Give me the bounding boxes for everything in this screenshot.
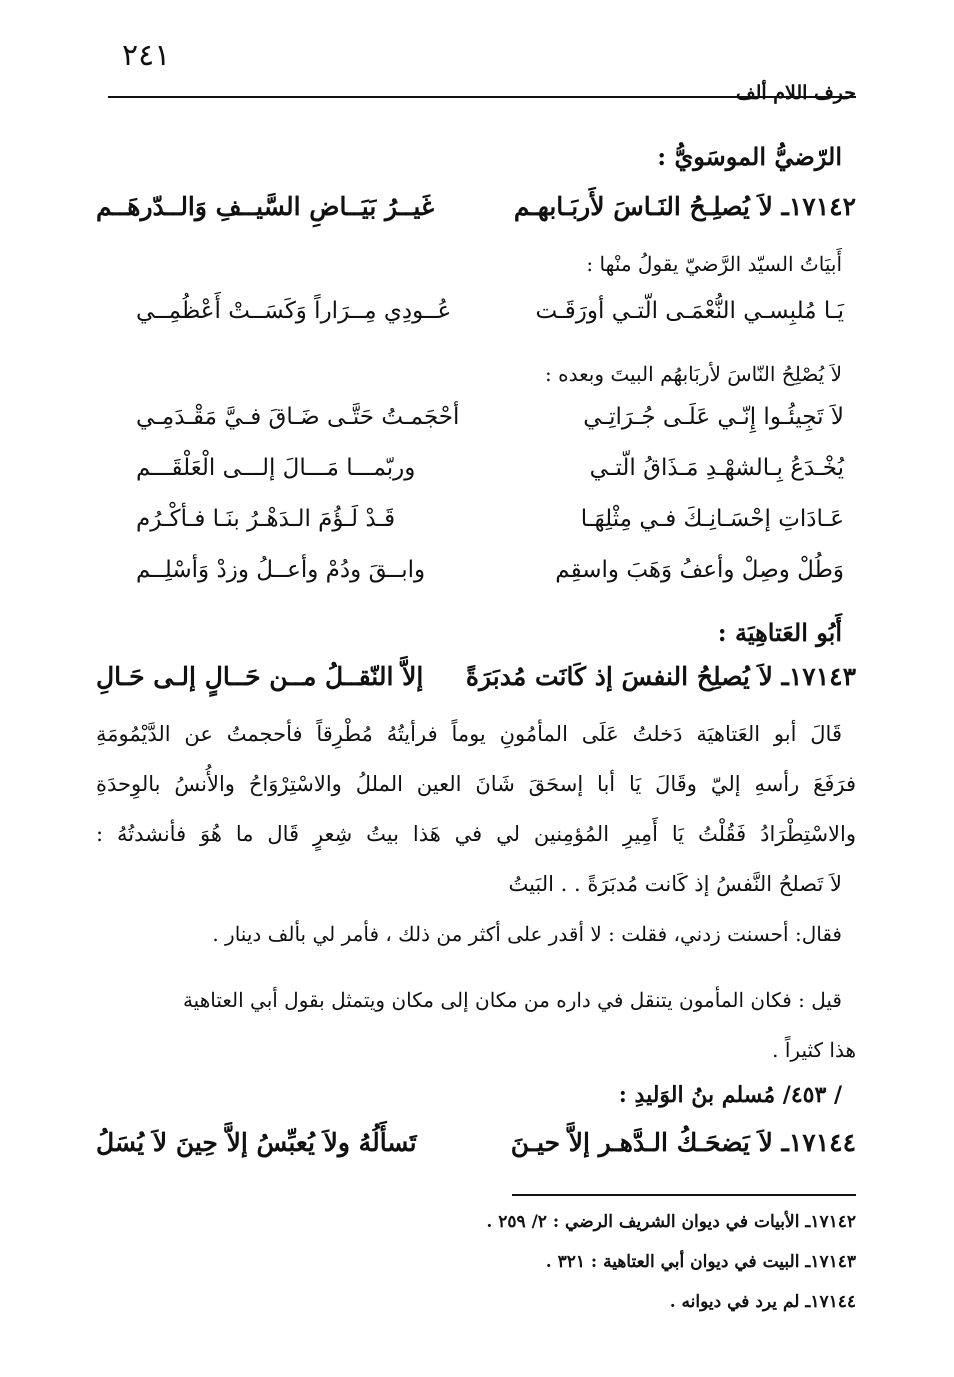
story-line: هذا كثيراً . xyxy=(772,1038,856,1062)
story-line: والاسْتِطْرَادُ فَقُلْتُ يَا أَمِيرِ المُؤمِنين لي في هَذا بيتُ شِعرٍ قَال ما هُوَ فأنشدتُهُ : xyxy=(96,822,856,846)
footnote: ١٧١٤٤ـ لم يرد في ديوانه . xyxy=(669,1292,856,1312)
second-hemistich: قَـدْ لَـؤُمَ الـدَهْـرُ بنَـا فـأكْـرُم xyxy=(136,506,396,532)
first-hemistich: وَطُلْ وصِلْ وأعفُ وَهَبَ واسقِم xyxy=(555,557,844,583)
footnote-rule xyxy=(512,1194,856,1196)
first-hemistich: لاَ تَجِيئُـوا إِنّـي عَلَـى جُـرَاتِـي xyxy=(583,404,844,430)
proverb-first-hemistich: ١٧١٤٢ـ لاَ يُصلِـحُ النَـاسَ لأَربَـابهـم xyxy=(513,192,856,221)
first-hemistich: عَـادَاتِ إحْسَـانِـكَ فـي مِثْلِهَـا xyxy=(580,506,844,532)
poet-name: أَبُو العَتاهِيَة : xyxy=(717,618,842,647)
proverb-second-hemistich: تَسأَلُهُ ولاَ يُعبِّسُ إلاَّ حِينَ لاَ يُسَلُ xyxy=(96,1128,417,1157)
header-rule xyxy=(108,96,856,98)
proverb-second-hemistich: إلاَّ النّقــلُ مــن حَــالٍ إلـى حَـالِ xyxy=(96,662,424,691)
proverb-second-hemistich: غَيــرُ بَيَــاضِ السَّيــفِ وَالــدّرهَــم xyxy=(96,192,435,221)
proverb-first-hemistich: ١٧١٤٤ـ لاَ يَضحَـكُ الـدَّهـر إلاَّ حيـنَ xyxy=(510,1128,856,1157)
story-line: لاَ تَصلحُ النَّفسُ إذ كَانت مُدبَرَةً . . البَيتُ xyxy=(508,872,842,896)
story-line: فرَفَعَ رأسهِ إليّ وقَالَ يَا أبا إسحَقَ شَانَ العين المللُ والاسْتِرْوَاحُ والأُنسُ بالوِحدَةِ xyxy=(96,772,856,796)
poet-name: الرّضيُّ الموسَويُّ : xyxy=(657,142,842,171)
second-hemistich: عُــودِي مِــرَاراً وَكَسَــتْ أَعْظُمِــي xyxy=(136,298,452,324)
footnote: ١٧١٤٢ـ الأبيات في ديوان الشريف الرضي : ٢/ ٢٥٩ . xyxy=(486,1212,856,1232)
verse-intro: أَبيَاتُ السيّد الرَّضيّ يقولُ منْها : xyxy=(586,252,842,276)
verse-line xyxy=(96,506,856,532)
footnote: ١٧١٤٣ـ البيت في ديوان أبي العتاهية : ٣٢١ . xyxy=(545,1252,856,1272)
story-line: قَالَ أبو العَتاهيَة دَخلتُ عَلَى المأمُونِ يوماً فرأيتُهُ مُطْرِقاً فأحجمتُ عن الدَّيْمُومَةِ xyxy=(96,722,842,746)
second-hemistich: وابــقَ ودُمْ وأعــلُ وزدْ وَأسْلِــم xyxy=(136,557,426,583)
running-title: حرف اللام ألف xyxy=(735,82,856,104)
proverb-first-hemistich: ١٧١٤٣ـ لاَ يُصلِحُ النفسَ إذ كَانَت مُدبَرَةً xyxy=(465,662,856,691)
story-line: قيل : فكان المأمون يتنقل في داره من مكان إلى مكان ويتمثل بقول أبي العتاهية xyxy=(182,988,842,1012)
verse-line xyxy=(96,557,856,583)
proverb-17143 xyxy=(96,662,856,691)
story-line: فقال: أحسنت زدني، فقلت : لا أقدر على أكثر من ذلك ، فأمر لي بألف دينار . xyxy=(212,922,842,946)
verse-line xyxy=(96,404,856,430)
page-number: ٢٤١ xyxy=(122,38,171,73)
second-hemistich: وربّمـــا مَـــالَ إلـــى الْعَلْقَـــم xyxy=(136,455,416,481)
proverb-17144 xyxy=(96,1128,856,1157)
first-hemistich: يُخْـدَعُ بِـالشهْـدِ مَـذَاقُ الّتـي xyxy=(589,455,844,481)
proverb-17142 xyxy=(96,192,856,221)
verse-line xyxy=(96,298,856,324)
second-hemistich: أحْجَمـتُ حَتَّـى ضَـاقَ فـيَّ مَقْـدَمِـي xyxy=(136,404,460,430)
first-hemistich: يَـا مُلبِسـي النُّعْمَـى الّتـي أورَقَـت xyxy=(535,298,844,324)
poet-name: / ٤٥٣/ مُسلم بنُ الوَليدِ : xyxy=(618,1082,842,1108)
verse-intro: لاَ يُصْلِحُ النّاسَ لأربَابهُم البيتَ وبعده : xyxy=(545,362,842,386)
verse-line xyxy=(96,455,856,481)
